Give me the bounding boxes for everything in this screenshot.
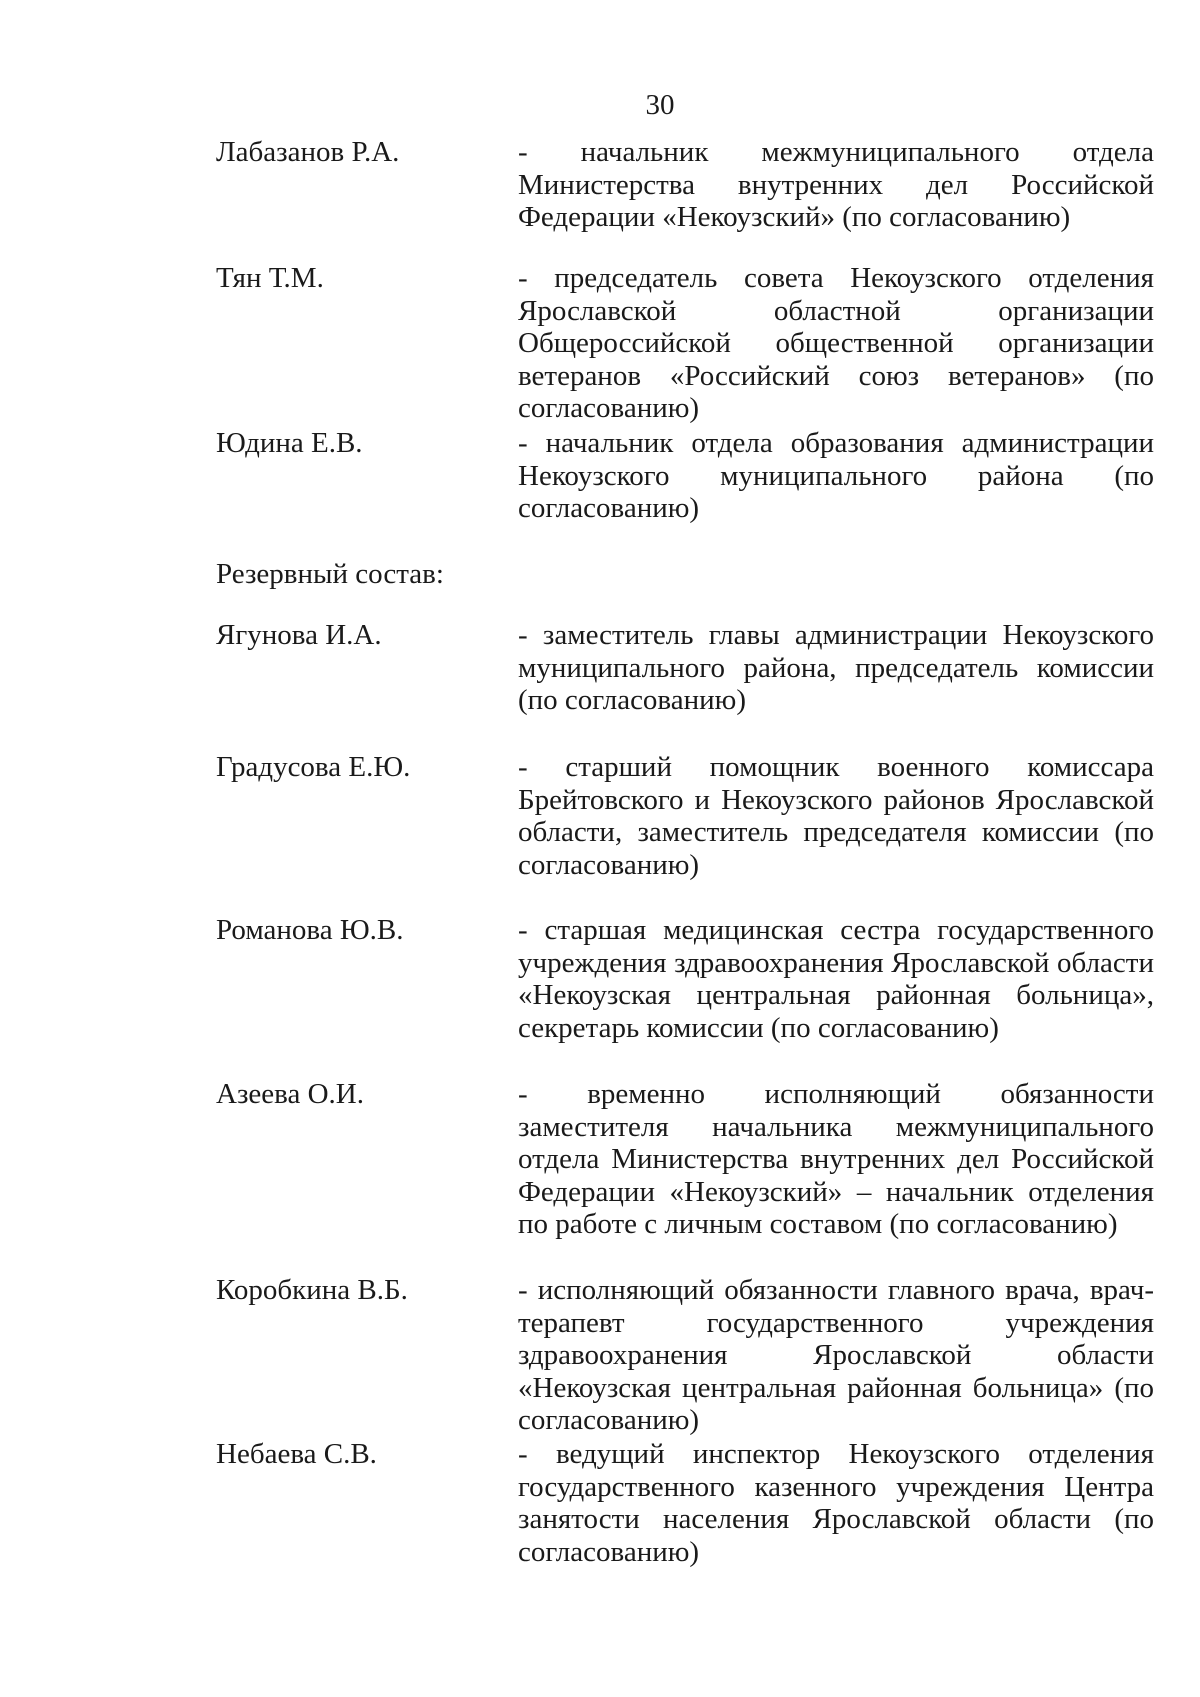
member-position: - заместитель главы администрации Некоузского муниципального района, председатель комиссии (по согласованию): [518, 619, 1154, 716]
member-position: - начальник межмуниципального отдела Министерства внутренних дел Российской Федерации «Некоузский» (по согласованию): [518, 136, 1154, 233]
member-name: Романова Ю.В.: [216, 914, 404, 946]
member-name: Лабазанов Р.А.: [216, 136, 400, 168]
member-name: Тян Т.М.: [216, 262, 324, 294]
member-position: - председатель совета Некоузского отделения Ярославской областной организации Общероссийской общественной организации ветеранов «Российский союз ветеранов» (по согласованию): [518, 262, 1154, 424]
member-position: - ведущий инспектор Некоузского отделения государственного казенного учреждения Центра занятости населения Ярославской области (по согласованию): [518, 1438, 1154, 1568]
member-name: Коробкина В.Б.: [216, 1274, 408, 1306]
page-number: 30: [645, 89, 675, 121]
member-name: Юдина Е.В.: [216, 427, 363, 459]
member-name: Азеева О.И.: [216, 1078, 364, 1110]
member-name: Градусова Е.Ю.: [216, 751, 411, 783]
member-position: - исполняющий обязанности главного врача, врач-терапевт государственного учреждения здравоохранения Ярославской области «Некоузская центральная районная больница» (по согласованию): [518, 1274, 1154, 1436]
reserve-heading: Резервный состав:: [216, 558, 444, 590]
member-position: - старшая медицинская сестра государственного учреждения здравоохранения Ярославской области «Некоузская центральная районная больница», секретарь комиссии (по согласованию): [518, 914, 1154, 1044]
member-name: Небаева С.В.: [216, 1438, 377, 1470]
member-name: Ягунова И.А.: [216, 619, 382, 651]
member-position: - начальник отдела образования администрации Некоузского муниципального района (по согласованию): [518, 427, 1154, 524]
member-position: - старший помощник военного комиссара Брейтовского и Некоузского районов Ярославской области, заместитель председателя комиссии (по согласованию): [518, 751, 1154, 881]
member-position: - временно исполняющий обязанности заместителя начальника межмуниципального отдела Министерства внутренних дел Российской Федерации «Некоузский» – начальник отделения по работе с личным составом (по согласованию): [518, 1078, 1154, 1240]
